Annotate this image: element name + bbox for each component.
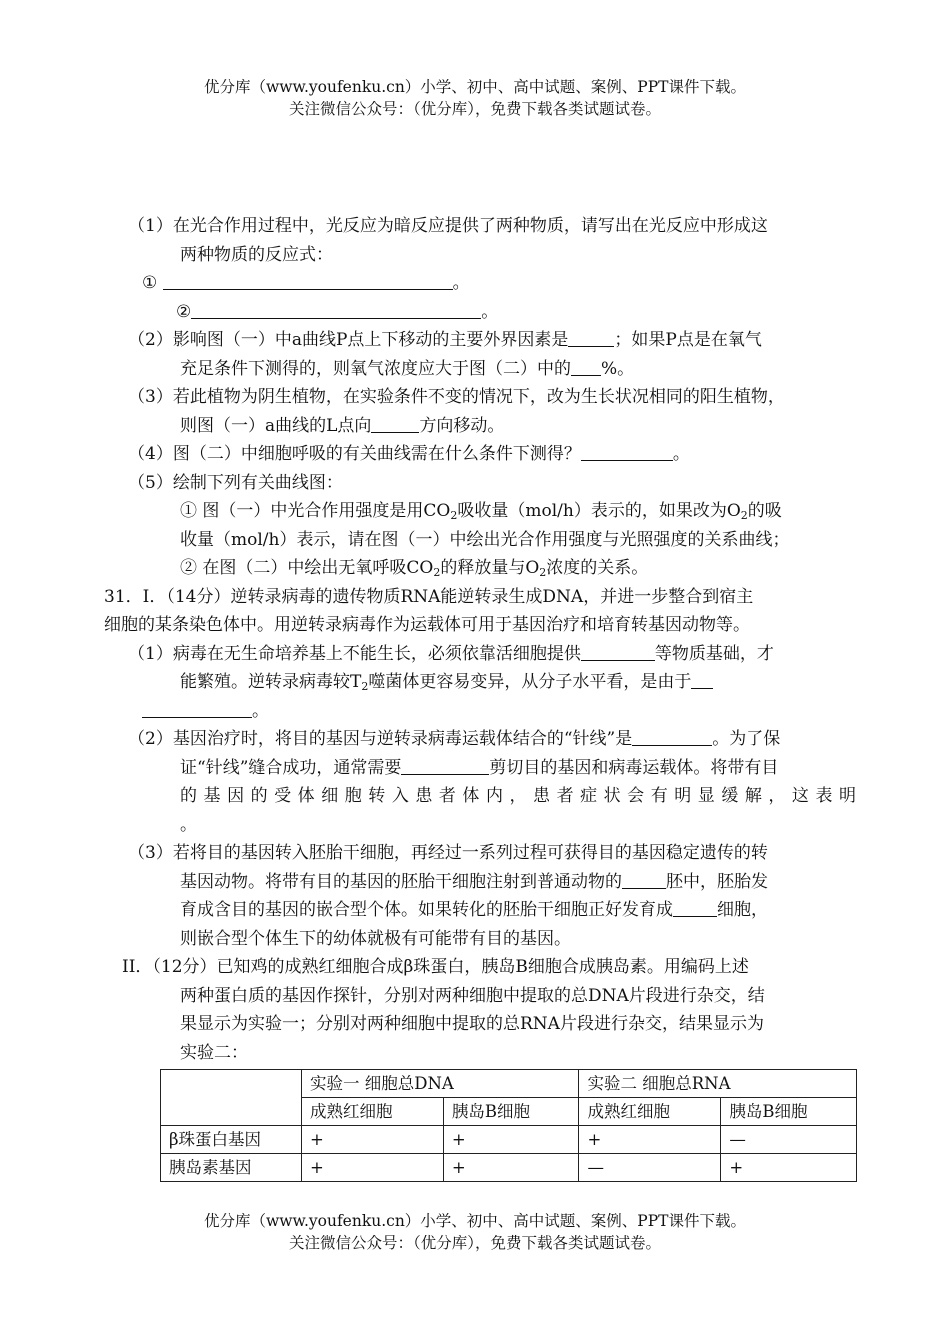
text: 的释放量与O — [440, 558, 540, 578]
answer-blank-1[interactable] — [163, 269, 453, 290]
text: 证“针线”缝合成功，通常需要 — [180, 757, 402, 778]
q31-part2-line4: 。 — [180, 814, 197, 835]
answer-blank-2[interactable] — [191, 298, 481, 319]
q31-ii-line4: 实验二： — [180, 1042, 248, 1063]
table-cell: + — [579, 1126, 721, 1154]
subscript: 2 — [450, 509, 458, 522]
text: 方向移动。 — [419, 415, 505, 436]
table-cell: — — [579, 1154, 721, 1182]
text: 。 — [672, 444, 690, 464]
text: 细胞， — [717, 900, 768, 920]
footer-line-2: 关注微信公众号：（优分库），免费下载各类试题试卷。 — [288, 1234, 661, 1252]
document-body — [104, 212, 856, 1182]
text: 浓度的关系。 — [546, 558, 649, 578]
text: ① 图（一）中光合作用强度是用CO — [180, 501, 451, 521]
table-cell: + — [721, 1154, 857, 1182]
answer-blank-reason-start[interactable] — [691, 668, 713, 689]
table-cell: — — [721, 1126, 857, 1154]
text: 等物质基础，才 — [654, 643, 774, 664]
answer-blank-cell[interactable] — [673, 896, 717, 917]
table-cell: + — [443, 1126, 579, 1154]
q31-part1-line1 — [104, 640, 856, 669]
q30-part3-line2 — [104, 412, 856, 441]
text: 育成含目的基因的嵌合型个体。如果转化的胚胎干细胞正好发育成 — [180, 900, 673, 920]
table-cell: + — [302, 1126, 444, 1154]
hybridization-table — [160, 1069, 857, 1182]
col-header: 胰岛B细胞 — [443, 1098, 579, 1126]
answer-blank-embryo[interactable] — [622, 868, 666, 889]
text: 。 — [252, 700, 269, 721]
q30-part1-line2: 两种物质的反应式： — [180, 244, 333, 265]
q31-ii-line1: II．（12分）已知鸡的成熟红细胞合成β珠蛋白，胰岛B细胞合成胰岛素。用编码上述 — [122, 957, 749, 977]
text: 则图（一）a曲线的L点向 — [180, 415, 372, 436]
text: 剪切目的基因和病毒运载体。将带有目 — [489, 757, 779, 778]
text: 充足条件下测得的，则氧气浓度应大于图（二）中的 — [180, 358, 571, 379]
q31-part1-line2 — [104, 668, 856, 697]
q30-answer-2 — [104, 298, 856, 327]
row-label: 胰岛素基因 — [161, 1154, 302, 1182]
q31-part3-line3 — [104, 896, 856, 925]
q30-part1-line1: （1）在光合作用过程中，光反应为暗反应提供了两种物质，请写出在光反应中形成这 — [128, 216, 768, 236]
subscript: 2 — [740, 509, 748, 522]
header-line-2: 关注微信公众号：（优分库），免费下载各类试题试卷。 — [288, 100, 661, 118]
text: （2）影响图（一）中a曲线P点上下移动的主要外界因素是 — [128, 330, 569, 350]
table-corner-cell — [161, 1070, 302, 1126]
table-cell: + — [302, 1154, 444, 1182]
subscript: 2 — [433, 566, 441, 579]
q31-part3-line2 — [104, 868, 856, 897]
answer-blank-direction[interactable] — [371, 412, 419, 433]
text: 。为了保 — [712, 729, 781, 749]
q30-part5: （5）绘制下列有关曲线图： — [128, 472, 343, 493]
table-row — [161, 1126, 857, 1154]
text: ；如果P点是在氧气 — [614, 330, 762, 350]
text: 的吸 — [747, 501, 782, 521]
table-row — [161, 1154, 857, 1182]
answer-blank-oxygen[interactable] — [571, 355, 601, 376]
answer-blank-factor[interactable] — [568, 326, 614, 347]
q31-intro-line2: 细胞的某条染色体中。用逆转录病毒作为运载体可用于基因治疗和培育转基因动物等。 — [104, 615, 750, 635]
q31-part2-line2 — [104, 754, 856, 783]
exp1-header: 实验一 细胞总DNA — [302, 1070, 579, 1098]
q30-part5-item2 — [104, 554, 856, 583]
text: （4）图（二）中细胞呼吸的有关曲线需在什么条件下测得？ — [128, 444, 581, 464]
text: 能繁殖。逆转录病毒较T — [180, 672, 362, 692]
q30-part5-item1-line1 — [104, 497, 856, 526]
period: 。 — [452, 273, 470, 293]
subscript: 2 — [539, 566, 547, 579]
q31-part2-line1 — [104, 725, 856, 754]
q31-part3-line4: 则嵌合型个体生下的幼体就极有可能带有目的基因。 — [180, 928, 571, 949]
page-header — [0, 76, 950, 120]
text: （1）病毒在无生命培养基上不能生长，必须依靠活细胞提供 — [128, 643, 581, 664]
text: （2）基因治疗时，将目的基因与逆转录病毒运载体结合的“针线”是 — [128, 729, 633, 749]
table-cell: + — [443, 1154, 579, 1182]
circle-marker-2: ② — [176, 301, 192, 322]
circle-marker-1: ① — [142, 273, 158, 293]
answer-blank-material[interactable] — [581, 640, 655, 661]
text: 基因动物。将带有目的基因的胚胎干细胞注射到普通动物的 — [180, 871, 622, 892]
q31-intro-line1: 31．I．（14分）逆转录病毒的遗传物质RNA能逆转录生成DNA，并进一步整合到宿主 — [104, 586, 754, 607]
page-footer — [0, 1210, 950, 1254]
footer-line-1: 优分库（www.youfenku.cn）小学、初中、高中试题、案例、PPT课件下载。 — [203, 1212, 747, 1230]
q30-part5-item1-line2: 收量（mol/h）表示，请在图（一）中绘出光合作用强度与光照强度的关系曲线； — [180, 529, 790, 550]
col-header: 成熟红细胞 — [302, 1098, 444, 1126]
text: 噬菌体更容易变异，从分子水平看，是由于 — [368, 672, 692, 692]
q31-ii-line3: 果显示为实验一；分别对两种细胞中提取的总RNA片段进行杂交，结果显示为 — [180, 1014, 764, 1034]
q30-part2-line2 — [104, 355, 856, 384]
q30-part3-line1: （3）若此植物为阴生植物，在实验条件不变的情况下，改为生长状况相同的阳生植物， — [128, 387, 785, 407]
answer-blank-reason[interactable] — [142, 697, 252, 718]
answer-blank-needle[interactable] — [632, 725, 712, 746]
q30-part4 — [104, 440, 856, 469]
q30-answer-1 — [104, 269, 856, 298]
answer-blank-condition[interactable] — [581, 440, 673, 461]
q31-part1-line3 — [104, 697, 856, 726]
text: %。 — [601, 358, 635, 379]
text: 胚中，胚胎发 — [666, 871, 768, 892]
header-line-1: 优分库（www.youfenku.cn）小学、初中、高中试题、案例、PPT课件下载。 — [203, 78, 747, 96]
exp2-header: 实验二 细胞总RNA — [579, 1070, 857, 1098]
text: ② 在图（二）中绘出无氧呼吸CO — [180, 558, 434, 578]
subscript: 2 — [361, 680, 369, 693]
q31-part2-line3: 的基因的受体细胞转入患者体内，患者症状会有明显缓解，这表明 — [180, 786, 856, 806]
q31-part3-line1: （3）若将目的基因转入胚胎干细胞，再经过一系列过程可获得目的基因稳定遗传的转 — [128, 843, 768, 863]
period: 。 — [481, 301, 499, 322]
text: 吸收量（mol/h）表示的，如果改为O — [457, 501, 741, 521]
q30-part2-line1 — [104, 326, 856, 355]
answer-blank-enzyme[interactable] — [401, 754, 489, 775]
col-header: 成熟红细胞 — [579, 1098, 721, 1126]
table-header-row — [161, 1070, 857, 1098]
row-label: β珠蛋白基因 — [161, 1126, 302, 1154]
col-header: 胰岛B细胞 — [721, 1098, 857, 1126]
q31-ii-line2: 两种蛋白质的基因作探针，分别对两种细胞中提取的总DNA片段进行杂交，结 — [180, 985, 765, 1006]
